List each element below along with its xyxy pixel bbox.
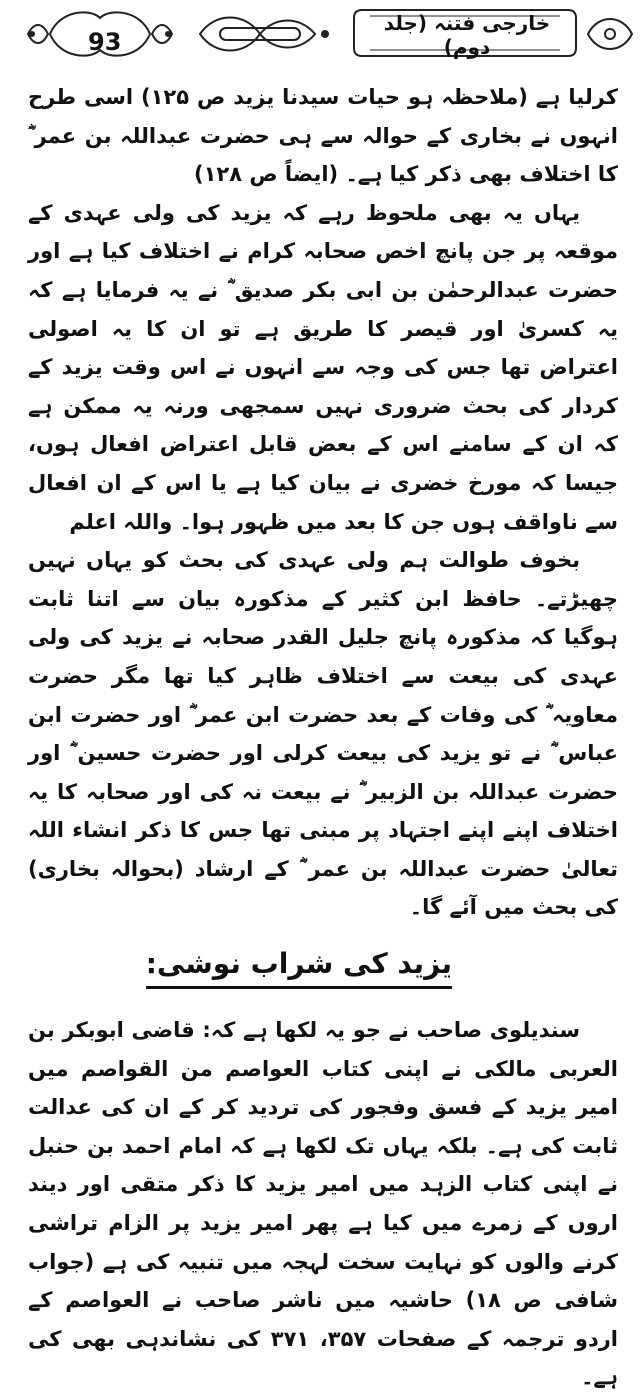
title-ornament-right [580,4,640,64]
book-title: خارجی فتنہ (جلد دوم) [383,11,551,59]
page-header [0,0,643,68]
paragraph-2: یہاں یہ بھی ملحوظ رہے کہ یزید کی ولی عہدی کے موقعہ پر جن پانچ اخص صحابہ کرام نے اختلاف کیا ہے اور حضرت عبدالرحمٰن بن ابی بکر صدیق ؓ نے یہ فرمایا ہے کہ یہ کسریٰ اور قیصر کا طریق ہے تو ان کا یہ اصولی اعتراض تھا جس کی وجہ سے انہوں نے اس وقت یزید کے کردار کی بحث ضروری نہیں سمجھی ورنہ یہ ممکن ہے کہ ان کے سامنے اس کے بعض قابل اعتراض افعال ہوں، جیسا کہ مورخ خضری نے بیان کیا ہے یا اس کے ان افعال سے ناواقف ہوں جن کا بعد میں ظہور ہوا۔ واللہ اعلم [28,200,618,534]
main-text [28,78,618,1397]
title-ornament-left [190,4,340,64]
paragraph-3: بخوف طوالت ہم ولی عہدی کی بحث کو یہاں نہیں چھیڑتے۔ حافظ ابن کثیر کے مذکورہ بیان سے اتنا ثابت ہوگیا کہ مذکورہ پانچ جلیل القدر صحابہ نے یزید کی ولی عہدی کی بیعت سے اختلاف ظاہر کیا تھا مگر حضرت معاویہ ؓ کی وفات کے بعد حضرت ابن عمر ؓ اور حضرت ابن عباس ؓ نے تو یزید کی بیعت کرلی اور حضرت حسین ؓ اور حضرت عبداللہ بن الزبیر ؓ نے بیعت نہ کی اور صحابہ کا یہ اختلاف اپنے اپنے اجتہاد پر مبنی تھا جس کا ذکر انشاء اللہ تعالیٰ حضرت عبداللہ بن عمر ؓ کے ارشاد (بحوالہ بخاری) کی بحث میں آئے گا۔ [28,548,618,920]
section-heading: یزید کی شراب نوشی: [146,945,452,989]
section-heading-container [28,927,618,1011]
paragraph-4: سندیلوی صاحب نے جو یہ لکھا ہے کہ: قاضی ابوبکر بن العربی مالکی نے اپنی کتاب العواصم من القواصم میں امیر یزید کے فسق وفجور کی تردید کر کے ان کی عدالت ثابت کی ہے۔ بلکہ یہاں تک لکھا ہے کہ امام احمد بن حنبل نے اپنی کتاب الزہد میں امیر یزید کا ذکر متقی اور دیند اروں کے زمرے میں کیا ہے پھر امیر یزید پر الزام تراشی کرنے والوں کو نہایت سخت لہجہ میں تنبیہ کی ہے (جواب شافی ص ۱۸) حاشیہ میں ناشر صاحب نے العواصم کے اردو ترجمہ کے صفحات ۳۵۷، ۳۷۱ کی نشاندہی بھی کی ہے۔ [28,1018,619,1390]
paragraph-1: کرلیا ہے (ملاحظہ ہو حیات سیدنا یزید ص ۱۲۵) اسی طرح انہوں نے بخاری کے حوالہ سے ہی حضرت عبداللہ بن عمر ؓ کا اختلاف بھی ذکر کیا ہے۔ (ایضاً ص ۱۲۸) [28,85,618,187]
page-number: 93 [88,28,122,56]
